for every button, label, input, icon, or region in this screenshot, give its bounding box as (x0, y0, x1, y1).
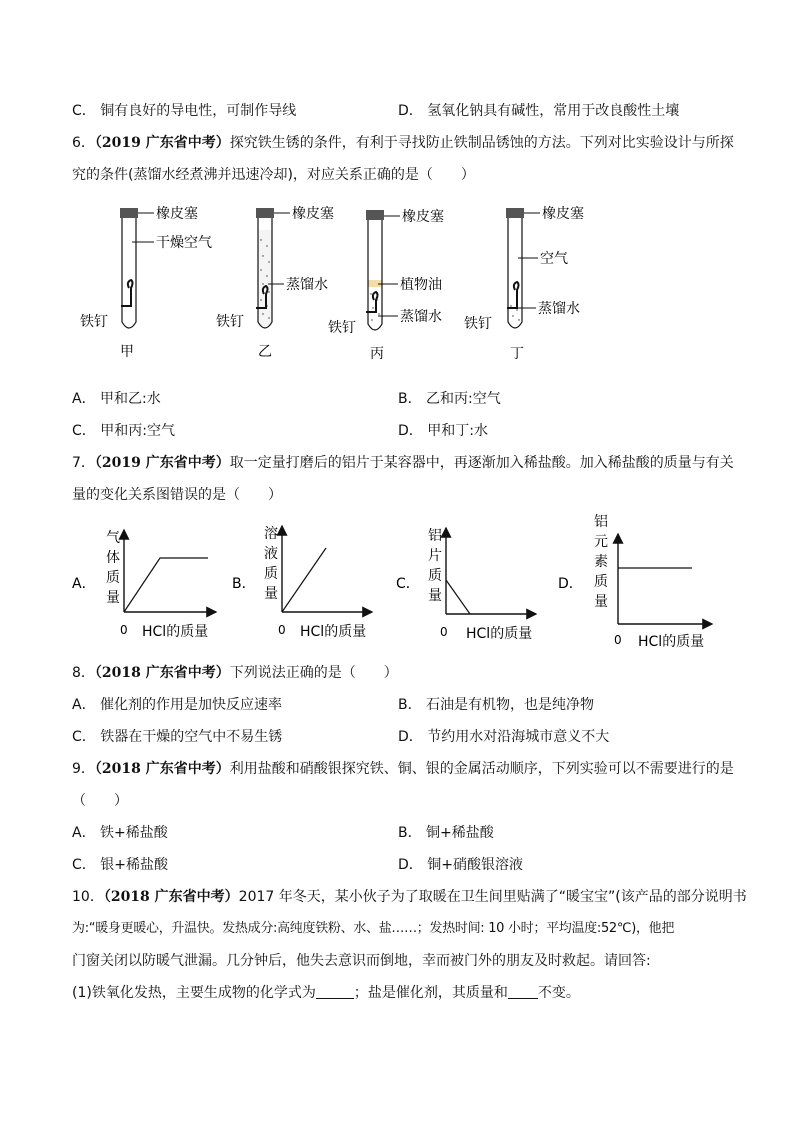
tube-jia (80, 205, 212, 360)
graph-d-xlabel: HCl的质量 (638, 634, 705, 650)
graph-c (396, 528, 536, 642)
tube-yi-label-0: 橡皮塞 (292, 206, 334, 222)
graph-d-ylabel-2: 素 (594, 554, 608, 570)
q7-source: （2019 广东省中考） (94, 455, 230, 471)
tube-bing-label-1: 植物油 (400, 277, 442, 293)
graph-b-xlabel: HCl的质量 (300, 624, 367, 640)
graph-d-origin: 0 (614, 633, 622, 647)
graph-b (232, 525, 372, 640)
q10-stem-line2: 为:“暖身更暖心，升温快。发热成分:高纯度铁粉、水、盐……；发热时间: 10 小时；平均温度:52℃)，他把 (72, 921, 675, 936)
q10-number: 10． (72, 889, 104, 905)
q6-figure (72, 200, 632, 370)
q10-sub1-part-b: ；盐是催化剂，其质量和 (353, 985, 508, 1001)
q6-stem-line1 (72, 134, 734, 152)
graph-d-ylabel-4: 量 (594, 594, 608, 610)
graph-d-ylabel-3: 质 (594, 574, 608, 590)
graph-c-origin: 0 (440, 625, 448, 639)
q6-number: 6． (72, 135, 95, 151)
graph-a-xlabel: HCl的质量 (142, 624, 209, 640)
tube-ding-label-2: 蒸馏水 (538, 301, 580, 317)
graph-b-origin: 0 (278, 623, 286, 637)
q9-stem-text: 利用盐酸和硝酸银探究铁、铜、银的金属活动顺序，下列实验可以不需要进行的是 (229, 761, 734, 777)
q8-source: （2018 广东省中考） (94, 665, 230, 681)
q9-stem-line1 (72, 760, 734, 778)
graph-b-curve (282, 548, 326, 612)
answer-blank-2[interactable] (508, 984, 538, 999)
tube-yi-label-2: 铁钉 (216, 314, 244, 330)
tube-yi (216, 205, 334, 360)
q10-stem-text: 2017 年冬天，某小伙子为了取暖在卫生间里贴满了“暖宝宝”(该产品的部分说明书 (238, 889, 747, 905)
q9-option-c: C． 银+稀盐酸 (72, 857, 168, 873)
q9-source: （2018 广东省中考） (94, 761, 230, 777)
q9-stem-line2: （ ） (72, 793, 128, 809)
q7-stem-line1 (72, 454, 734, 472)
q8-option-a: A． 催化剂的作用是加快反应速率 (72, 697, 283, 713)
q7-stem-line2: 量的变化关系图错误的是（ ） (72, 487, 282, 503)
graph-d-ylabel-1: 元 (594, 534, 608, 550)
graph-b-ylabel-3: 量 (264, 586, 278, 602)
q7-stem-text: 取一定量打磨后的铝片于某容器中，再逐渐加入稀盐酸。加入稀盐酸的质量与有关 (229, 455, 734, 471)
graph-b-option: B． (232, 576, 256, 592)
graph-a-option: A． (72, 576, 96, 592)
tube-yi-name: 乙 (258, 344, 272, 360)
graph-a-ylabel-1: 体 (106, 550, 120, 566)
q10-sub1 (72, 984, 580, 1002)
graph-a-ylabel-2: 质 (106, 570, 120, 586)
tube-ding-name: 丁 (510, 346, 524, 362)
q7-number: 7． (72, 455, 95, 471)
graph-c-ylabel-1: 片 (428, 548, 442, 564)
tube-bing-label-0: 橡皮塞 (402, 209, 444, 225)
q9-option-a: A． 铁+稀盐酸 (72, 825, 168, 841)
q9-option-d: D． 铜+硝酸银溶液 (398, 857, 523, 873)
q9-number: 9． (72, 761, 95, 777)
graph-b-ylabel-2: 质 (264, 566, 278, 582)
graph-d-option: D． (558, 576, 583, 592)
tube-ding-label-3: 铁钉 (464, 316, 492, 332)
tube-bing-label-3: 铁钉 (328, 320, 356, 336)
q8-option-d: D． 节约用水对沿海城市意义不大 (398, 729, 610, 745)
q6-stem-line2: 究的条件(蒸馏水经煮沸并迅速冷却)，对应关系正确的是（ ） (72, 167, 475, 183)
graph-b-ylabel-1: 液 (264, 546, 278, 562)
q6-source: （2019 广东省中考） (94, 135, 230, 151)
graph-a-ylabel-0: 气 (106, 530, 120, 546)
tube-jia-name: 甲 (120, 344, 134, 360)
q8-stem-text: 下列说法正确的是（ ） (229, 665, 398, 681)
q9-option-b: B． 铜+稀盐酸 (398, 825, 494, 841)
q6-stem-text: 探究铁生锈的条件，有利于寻找防止铁制品锈蚀的方法。下列对比实验设计与所探 (229, 135, 734, 151)
q10-stem-line3: 门窗关闭以防暖气泄漏。几分钟后，他失去意识而倒地，幸而被门外的朋友及时救起。请回答: (72, 953, 651, 969)
q6-option-c: C． 甲和丙:空气 (72, 423, 175, 439)
graph-a-curve (124, 558, 208, 612)
tube-jia-label-2: 铁钉 (80, 314, 108, 330)
graph-a-ylabel-3: 量 (106, 590, 120, 606)
q6-option-b: B． 乙和丙:空气 (398, 391, 501, 407)
tube-ding-label-0: 橡皮塞 (542, 206, 584, 222)
graph-c-ylabel-2: 质 (428, 568, 442, 584)
q6-option-d: D． 甲和丁:水 (398, 423, 488, 439)
q7-graphs (72, 514, 732, 654)
graph-a-origin: 0 (120, 623, 128, 637)
graph-c-ylabel-3: 量 (428, 588, 442, 604)
q5-option-c: C． 铜有良好的导电性，可制作导线 (72, 103, 297, 119)
graph-d (558, 514, 712, 650)
graph-d-ylabel-0: 铝 (594, 514, 608, 530)
graph-c-xlabel: HCl的质量 (466, 626, 533, 642)
q10-source: （2018 广东省中考） (103, 889, 239, 905)
q6-option-a: A． 甲和乙:水 (72, 391, 161, 407)
tube-ding-label-1: 空气 (540, 251, 568, 267)
stopper (120, 208, 138, 218)
q10-stem-line1 (72, 888, 747, 906)
tube-ding (464, 205, 584, 362)
graph-c-curve (446, 580, 470, 614)
graph-c-option: C． (396, 576, 420, 592)
q8-stem (72, 664, 398, 682)
tube-bing-label-2: 蒸馏水 (400, 309, 442, 325)
q10-sub1-part-c: 不变。 (537, 985, 580, 1001)
graph-a (72, 530, 216, 640)
tube-jia-label-1: 干燥空气 (156, 235, 212, 251)
graph-b-ylabel-0: 溶 (264, 526, 278, 542)
tube-yi-label-1: 蒸馏水 (286, 277, 328, 293)
tube-bing (328, 208, 444, 362)
q8-option-b: B． 石油是有机物，也是纯净物 (398, 697, 595, 713)
graph-c-ylabel-0: 铝 (428, 528, 442, 544)
q8-number: 8． (72, 665, 95, 681)
q8-option-c: C． 铁器在干燥的空气中不易生锈 (72, 729, 283, 745)
q5-option-d: D． 氢氧化钠具有碱性，常用于改良酸性土壤 (398, 103, 680, 119)
tube-jia-label-0: 橡皮塞 (156, 206, 198, 222)
tube-bing-name: 丙 (370, 346, 384, 362)
answer-blank-1[interactable] (316, 984, 354, 999)
q10-sub1-part-a: (1)铁氧化发热，主要生成物的化学式为 (72, 985, 316, 1001)
